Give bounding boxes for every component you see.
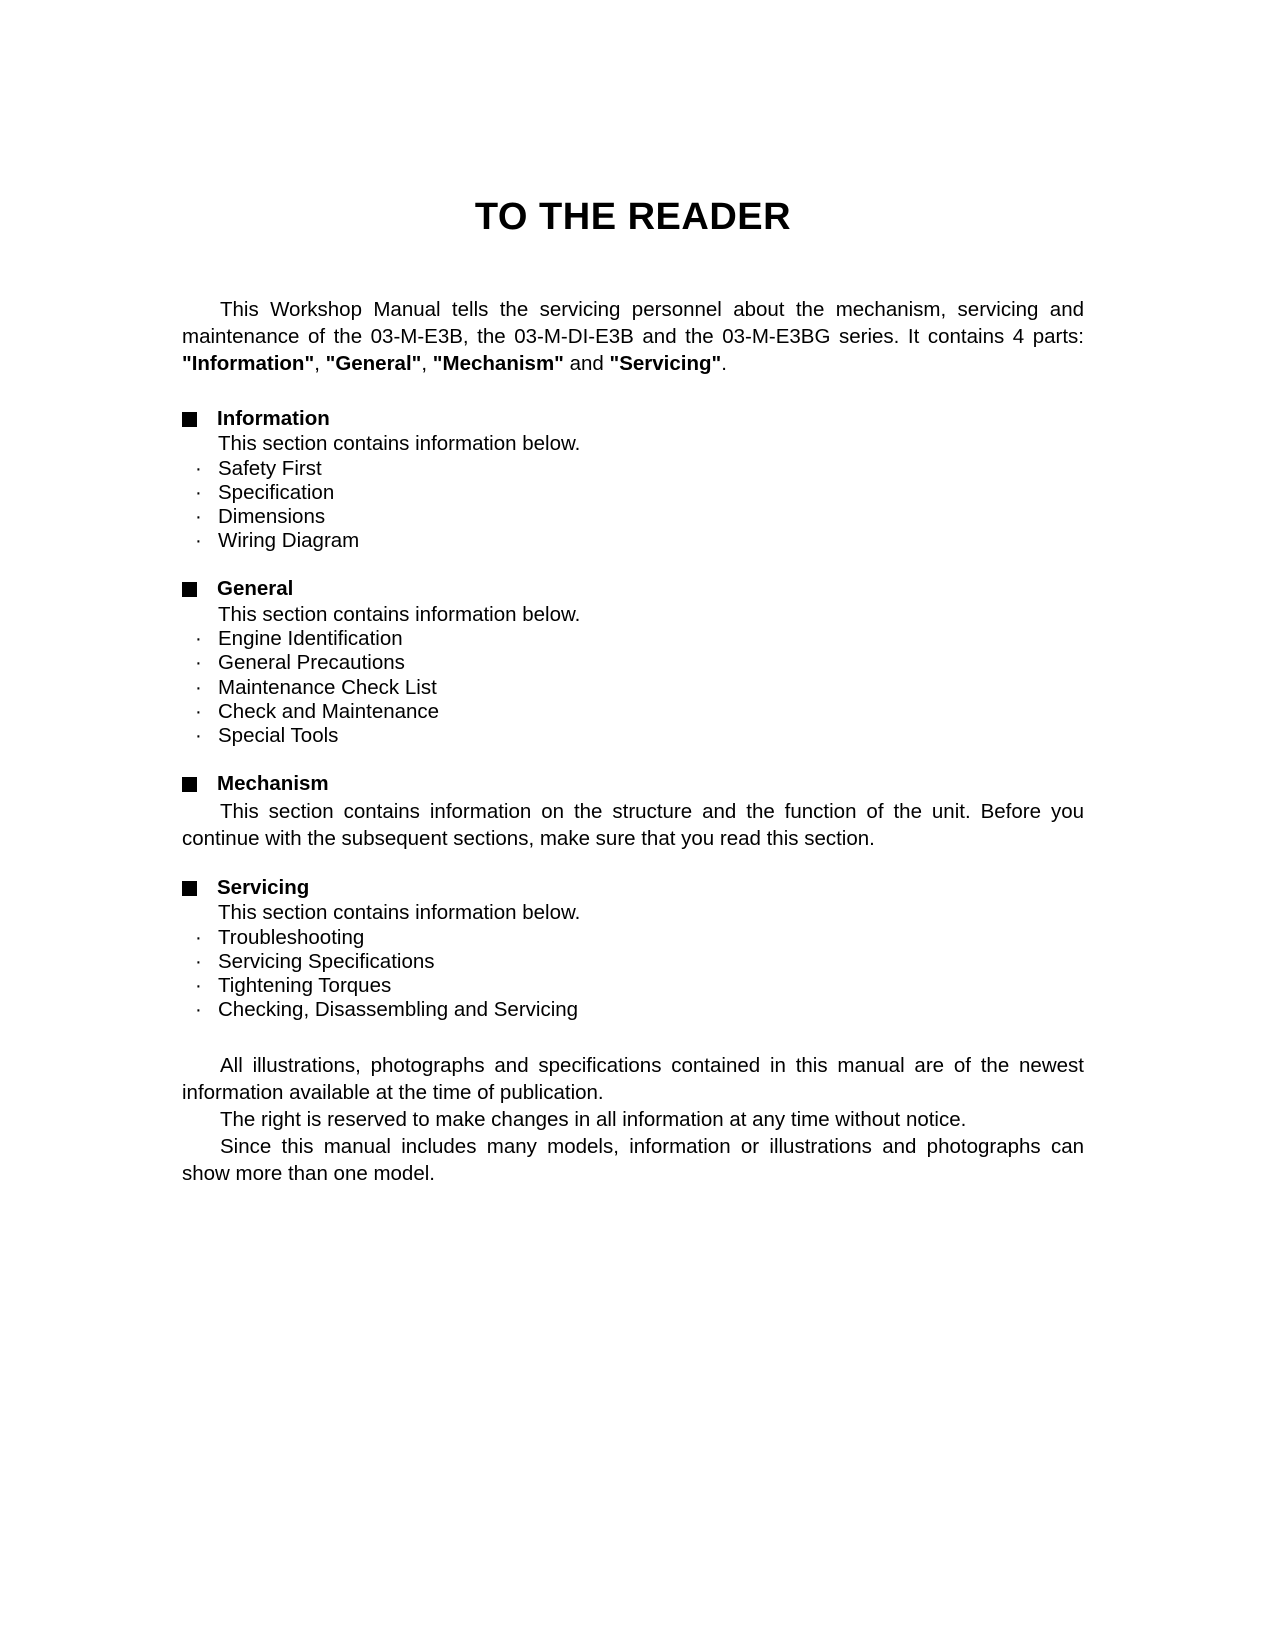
intro-sep-2: , (421, 351, 433, 375)
intro-text-part1: This Workshop Manual tells the servicing personnel about the mechanism, servicing and maintenance of the 03-M-E3B, the 03-M-DI-E3B and the 03-M-E3BG series. It contains 4 parts: (182, 297, 1084, 348)
square-bullet-icon (182, 777, 197, 792)
section-information-header (182, 407, 1084, 432)
intro-end-period: . (721, 351, 727, 375)
list-item (182, 505, 1084, 529)
dot-bullet-icon: · (195, 699, 202, 723)
dot-bullet-icon: · (195, 675, 202, 699)
list-item-label: General Precautions (218, 651, 405, 675)
intro-bold-information: "Information" (182, 351, 315, 375)
section-general-subtitle: This section contains information below. (218, 602, 581, 626)
list-item (182, 926, 1084, 950)
dot-bullet-icon: · (195, 723, 202, 747)
intro-paragraph (182, 296, 1084, 377)
list-item-label: Engine Identification (218, 627, 403, 651)
section-general-list (182, 627, 1084, 748)
section-mechanism (182, 772, 1084, 852)
section-general-title: General (217, 577, 294, 601)
dot-bullet-icon: · (195, 529, 202, 553)
dot-bullet-icon: · (195, 973, 202, 997)
closing-paragraph-2: The right is reserved to make changes in all information at any time without notice. (220, 1108, 967, 1132)
list-item-label: Tightening Torques (218, 973, 392, 997)
intro-bold-general: "General" (325, 351, 422, 375)
list-item (182, 457, 1084, 481)
list-item-label: Check and Maintenance (218, 699, 440, 723)
list-item (182, 481, 1084, 505)
intro-sep-3: and (563, 351, 610, 375)
list-item-label: Wiring Diagram (218, 529, 360, 553)
list-item-label: Dimensions (218, 504, 326, 528)
dot-bullet-icon: · (195, 480, 202, 504)
list-item (182, 998, 1084, 1022)
list-item (182, 676, 1084, 700)
dot-bullet-icon: · (195, 456, 202, 480)
section-information-title: Information (217, 406, 330, 430)
list-item-label: Safety First (218, 456, 322, 480)
page-content (182, 196, 1084, 1188)
intro-bold-servicing: "Servicing" (609, 351, 722, 375)
section-servicing (182, 876, 1084, 1023)
list-item-label: Maintenance Check List (218, 675, 437, 699)
section-mechanism-header (182, 772, 1084, 797)
closing-paragraphs (182, 1052, 1084, 1187)
square-bullet-icon (182, 582, 197, 597)
intro-sep-1: , (314, 351, 326, 375)
page-title: TO THE READER (474, 196, 792, 238)
section-servicing-title: Servicing (217, 875, 310, 899)
list-item-label: Specification (218, 480, 335, 504)
list-item (182, 950, 1084, 974)
intro-bold-mechanism: "Mechanism" (432, 351, 564, 375)
dot-bullet-icon: · (195, 949, 202, 973)
dot-bullet-icon: · (195, 504, 202, 528)
section-mechanism-paragraph: This section contains information on the structure and the function of the unit. Before you continue with the subsequent sections, make sure that you read this section. (182, 799, 1084, 850)
list-item (182, 529, 1084, 553)
list-item (182, 974, 1084, 998)
list-item (182, 627, 1084, 651)
list-item-label: Special Tools (218, 723, 339, 747)
dot-bullet-icon: · (195, 651, 202, 675)
list-item (182, 700, 1084, 724)
closing-paragraph-3: Since this manual includes many models, information or illustrations and photographs can show more than one model. (182, 1135, 1084, 1186)
section-servicing-subtitle: This section contains information below. (218, 901, 581, 925)
list-item-label: Servicing Specifications (218, 949, 435, 973)
list-item (182, 651, 1084, 675)
section-mechanism-title: Mechanism (217, 772, 329, 796)
square-bullet-icon (182, 412, 197, 427)
section-servicing-header (182, 876, 1084, 901)
square-bullet-icon (182, 881, 197, 896)
section-servicing-list (182, 926, 1084, 1023)
list-item-label: Troubleshooting (218, 925, 365, 949)
section-information-subtitle: This section contains information below. (218, 432, 581, 456)
closing-paragraph-1: All illustrations, photographs and specifications contained in this manual are of the newest information available at the time of publication. (182, 1054, 1084, 1105)
list-item (182, 724, 1084, 748)
section-information (182, 407, 1084, 554)
section-general-header (182, 577, 1084, 602)
dot-bullet-icon: · (195, 925, 202, 949)
list-item-label: Checking, Disassembling and Servicing (218, 998, 579, 1022)
section-general (182, 577, 1084, 748)
dot-bullet-icon: · (195, 998, 202, 1022)
section-information-list (182, 457, 1084, 554)
dot-bullet-icon: · (195, 627, 202, 651)
